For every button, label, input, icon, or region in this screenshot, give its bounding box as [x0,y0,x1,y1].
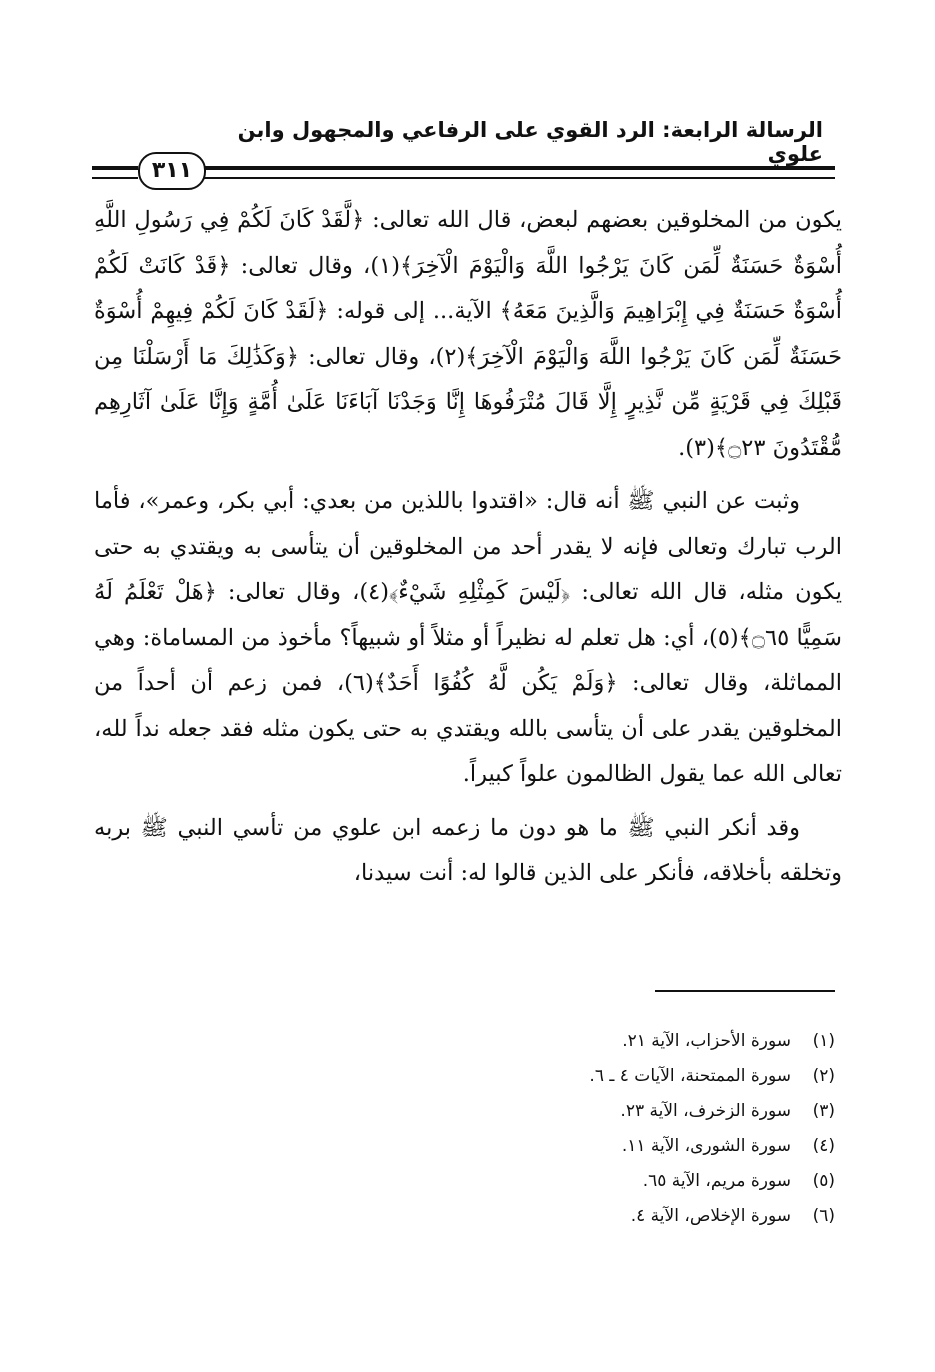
footnote [415,1199,835,1234]
footnotes-list [415,1024,835,1234]
paragraph: يكون من المخلوقين بعضهم لبعض، قال الله تعالى: ﴿لَّقَدْ كَانَ لَكُمْ فِي رَسُولِ اللَّهِ أُسْوَةٌ حَسَنَةٌ لِّمَن كَانَ يَرْجُوا اللَّهَ وَالْيَوْمَ الْآخِرَ﴾(١)، وقال تعالى: ﴿قَدْ كَانَتْ لَكُمْ أُسْوَةٌ حَسَنَةٌ فِي إِبْرَاهِيمَ وَالَّذِينَ مَعَهُ﴾ الآية... إلى قوله: ﴿لَقَدْ كَانَ لَكُمْ فِيهِمْ أُسْوَةٌ حَسَنَةٌ لِّمَن كَانَ يَرْجُوا اللَّهَ وَالْيَوْمَ الْآخِرَ﴾(٢)، وقال تعالى: ﴿وَكَذَٰلِكَ مَا أَرْسَلْنَا مِن قَبْلِكَ فِي قَرْيَةٍ مِّن نَّذِيرٍ إِلَّا قَالَ مُتْرَفُوهَا إِنَّا وَجَدْنَا آبَاءَنَا عَلَىٰ أُمَّةٍ وَإِنَّا عَلَىٰ آثَارِهِم مُّقْتَدُونَ ۝٢٣﴾(٣). [94,207,843,461]
footnote [415,1094,835,1129]
footnote-separator [655,990,835,992]
footnote-text: سورة الشورى، الآية ١١. [621,1136,791,1156]
footnote [415,1129,835,1164]
footnote-number: (١) [812,1031,835,1051]
page-number: ٣١١ [138,152,206,190]
main-text [94,198,842,897]
footnote-number: (٣) [812,1101,835,1121]
footnote-text: سورة الإخلاص، الآية ٤. [630,1206,791,1226]
header-rule [204,166,835,179]
footnote-text: سورة مريم، الآية ٦٥. [642,1171,791,1191]
running-header-title: الرسالة الرابعة: الرد القوي على الرفاعي والمجهول وابن علوي [237,118,823,166]
footnote [415,1024,835,1059]
footnote-number: (٤) [812,1136,835,1156]
footnote-text: سورة الممتحنة، الآيات ٤ ـ ٦. [589,1066,791,1086]
footnote-number: (٥) [812,1171,835,1191]
paragraph: وثبت عن النبي ﷺ أنه قال: «اقتدوا باللذين من بعدي: أبي بكر، وعمر»، فأما الرب تبارك وتعالى فإنه لا يقدر أحد من المخلوقين أن يتأسى به ويقتدي به حتى يكون مثله، قال الله تعالى: ﴿لَيْسَ كَمِثْلِهِ شَيْءٌ﴾(٤)، وقال تعالى: ﴿هَلْ تَعْلَمُ لَهُ سَمِيًّا ۝٦٥﴾(٥)، أي: هل تعلم له نظيراً أو مثلاً أو شبيهاً؟ مأخوذ من المساماة: وهي المماثلة، وقال تعالى: ﴿وَلَمْ يَكُن لَّهُ كُفُوًا أَحَدٌ﴾(٦)، فمن زعم أن أحداً من المخلوقين يقدر على أن يتأسى بالله ويقتدي به حتى يكون مثله فقد جعله نداً لله، تعالى الله عما يقول الظالمون علواً كبيراً. [94,488,843,787]
footnote-text: سورة الأحزاب، الآية ٢١. [622,1031,791,1051]
footnote-number: (٦) [812,1206,835,1226]
footnote [415,1059,835,1094]
footnote [415,1164,835,1199]
paragraph: وقد أنكر النبي ﷺ ما هو دون ما زعمه ابن علوي من تأسي النبي ﷺ بربه وتخلقه بأخلاقه، فأنكر على الذين قالوا له: أنت سيدنا، [94,814,842,886]
footnote-number: (٢) [812,1066,835,1086]
header-rule-short [92,166,138,179]
footnote-text: سورة الزخرف، الآية ٢٣. [620,1101,791,1121]
